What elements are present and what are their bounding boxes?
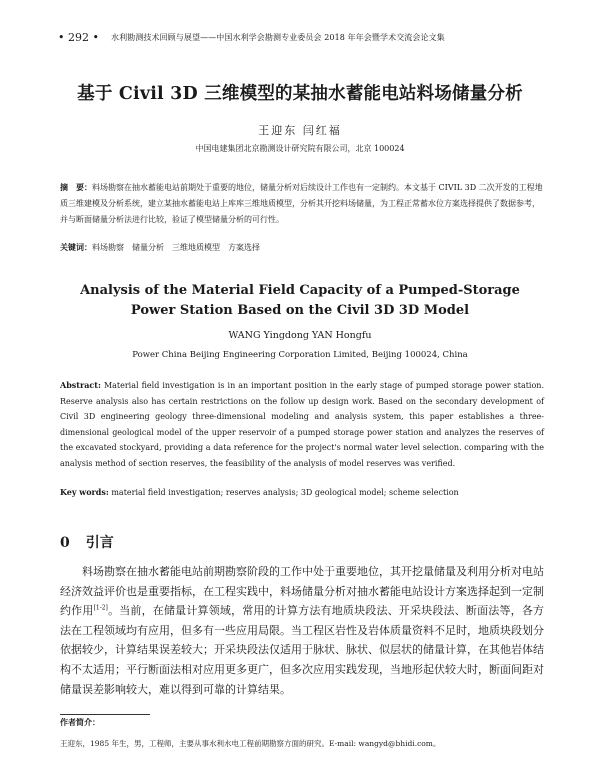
english-title-line-1: Analysis of the Material Field Capacity of a Pumped-Storage bbox=[80, 283, 520, 298]
english-keywords-text: material field investigation; reserves analysis; 3D geological model; scheme selection bbox=[111, 488, 459, 497]
english-abstract-text: Material field investigation is in an important position in the early stage of pumped storage power station. Reserve analysis also has certain restrictions on the follow up design work. Based on the secondary development of Civil 3D engineering geology three-dimensional modeling and analysis system, this paper establishes a three-dimensional geological model of the upper reservoir of a pumped storage power station and analyzes the reserves of the excavated stockyard, providing a data reference for the project's normal water level selection. comparing with the analysis method of section reserves, the feasibility of the analysis of model reserves was verified. bbox=[60, 381, 544, 468]
english-affiliation: Power China Beijing Engineering Corporation Limited, Beijing 100024, China bbox=[132, 350, 468, 360]
chinese-authors: 王迎东 闫红福 bbox=[258, 124, 342, 137]
reference-marker: [1-2] bbox=[93, 604, 108, 612]
section-title: 引言 bbox=[85, 535, 114, 551]
chinese-keywords bbox=[60, 239, 544, 256]
chinese-keyword: 料场勘察 bbox=[92, 243, 124, 252]
page-number: • 292 • bbox=[58, 31, 99, 44]
footnote-divider bbox=[60, 714, 150, 715]
english-abstract-label: Abstract: bbox=[60, 380, 101, 390]
running-header bbox=[58, 31, 544, 44]
footnote-label: 作者简介： bbox=[60, 717, 100, 727]
english-title bbox=[0, 281, 600, 321]
paragraph-text-part-1: 料场勘察在抽水蓄能电站前期勘察阶段的工作中处于重要地位，其开挖量储量及利用分析对电站经济效益评价也是重要指标，在工程实践中，料场储量分析对抽水蓄能电站设计方案选择起到一定制约作用 bbox=[60, 565, 544, 618]
chinese-keyword: 储量分析 bbox=[132, 243, 164, 252]
english-keywords bbox=[60, 485, 544, 500]
section-heading bbox=[60, 532, 114, 552]
running-title: 水利勘测技术回顾与展望——中国水利学会勘测专业委员会 2018 年年会暨学术交流会论文集 bbox=[110, 33, 445, 42]
english-keywords-label: Key words: bbox=[60, 487, 109, 497]
english-title-line-2: Power Station Based on the Civil 3D 3D Model bbox=[130, 303, 470, 318]
chinese-keywords-label: 关键词： bbox=[60, 242, 92, 252]
introduction-paragraph bbox=[60, 562, 544, 699]
section-number: 0 bbox=[60, 535, 70, 551]
chinese-keyword: 方案选择 bbox=[228, 243, 260, 252]
footnote-text: 王迎东，1985 年生，男，工程师，主要从事水利水电工程前期勘察方面的研究。E-mail: wangyd@bhidi.com。 bbox=[60, 739, 441, 748]
chinese-keyword: 三维地质模型 bbox=[172, 243, 220, 252]
chinese-abstract bbox=[60, 179, 544, 228]
chinese-abstract-label: 摘 要： bbox=[60, 182, 92, 192]
chinese-title: 基于 Civil 3D 三维模型的某抽水蓄能电站料场储量分析 bbox=[77, 84, 523, 104]
chinese-affiliation: 中国电建集团北京勘测设计研究院有限公司，北京 100024 bbox=[195, 144, 405, 153]
chinese-abstract-text: 料场勘察在抽水蓄能电站前期处于重要的地位，储量分析对后续设计工作也有一定制约。本文基于 CIVIL 3D 二次开发的工程地质三维建模及分析系统，建立某抽水蓄能电站上库库三维地质模型，分析其开挖料场储量，为工程正常蓄水位方案选择提供了数据参考，并与断面储量分析法进行比较，验证了模型储量分析的可行性。 bbox=[60, 183, 543, 224]
paragraph-text-part-2: 。当前，在储量计算领域，常用的计算方法有地质块段法、开采块段法、断面法等，各方法在工程领域均有应用，但多有一些应用局限。当工程区岩性及岩体质量资料不足时，地质块段划分依据较少，计算结果误差较大；开采块段法仅适用于脉状、脉状、似层状的储量计算，在其他岩体结构不太适用；平行断面法相对应用更多更广，但多次应用实践发现，当地形起伏较大时，断面间距对储量误差影响较大，难以得到可靠的计算结果。 bbox=[60, 604, 544, 696]
english-abstract bbox=[60, 378, 544, 471]
english-authors: WANG Yingdong YAN Hongfu bbox=[228, 330, 372, 341]
